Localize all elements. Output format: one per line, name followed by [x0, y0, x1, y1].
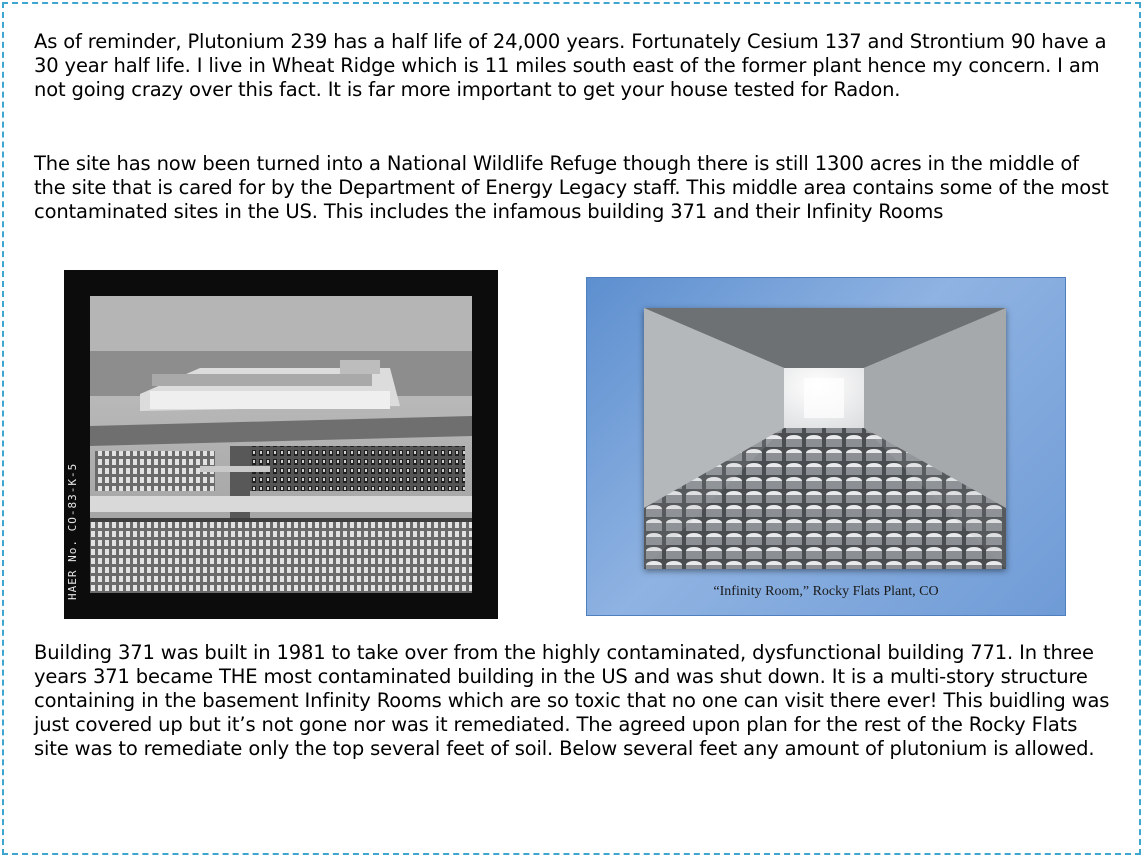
film-label: HAER No. CO-83-K-5: [66, 462, 79, 600]
infinity-room-illustration: [644, 308, 1006, 569]
aerial-illustration: [90, 296, 472, 593]
paragraph-radon-reminder: As of reminder, Plutonium 239 has a half life of 24,000 years. Fortunately Cesium 137 and Strontium 90 have a 30 year half life. I live in Wheat Ridge which is 11 miles south east of the former plant hence my concern. I am not going crazy over this fact. It is far more important to get your house tested for Radon.: [34, 30, 1107, 101]
paragraph-building-371: Building 371 was built in 1981 to take over from the highly contaminated, dysfunctional building 771. In three years 371 became THE most contaminated building in the US and was shut down. It is a multi-story structure containing in the basement Infinity Rooms which are so toxic that no one can visit there ever! This buidling was just covered up but it’s not gone nor was it remediated. The agreed upon plan for the rest of the Rocky Flats site was to remediate only the top several feet of soil. Below several feet any amount of plutonium is allowed.: [34, 641, 1110, 760]
infinity-room-photo-frame: [586, 277, 1066, 616]
paragraph-wildlife-refuge: The site has now been turned into a National Wildlife Refuge though there is still 1300 acres in the middle of the site that is cared for by the Department of Energy Legacy staff. This middle area contains some of the most contaminated sites in the US. This includes the infamous building 371 and their Infinity Rooms: [34, 152, 1109, 223]
photo-caption: “Infinity Room,” Rocky Flats Plant, CO: [713, 584, 939, 599]
infinity-room-photo: [644, 308, 1006, 569]
aerial-photo-building-371: [64, 270, 498, 619]
aerial-scene: [90, 296, 472, 593]
